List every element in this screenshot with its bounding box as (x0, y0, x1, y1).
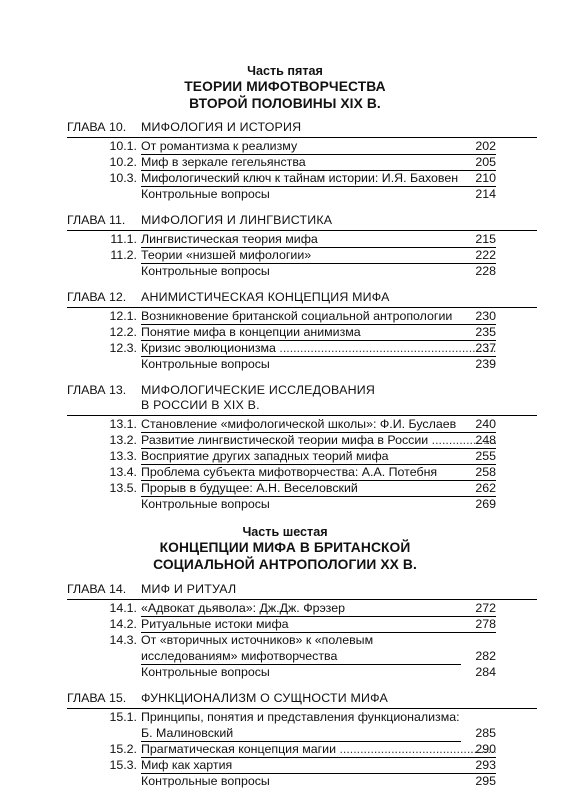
entry-text: Контрольные вопросы (141, 357, 270, 371)
toc-entry (141, 231, 496, 248)
toc-entry (141, 356, 496, 372)
toc-row (0, 138, 565, 154)
toc-row-review (0, 664, 565, 680)
entry-text: Контрольные вопросы (141, 497, 270, 511)
toc-entry (141, 138, 496, 155)
page-number: 235 (475, 325, 496, 339)
toc-entry (141, 186, 496, 202)
part-six-header (70, 524, 500, 573)
section-number: 13.3. (109, 449, 137, 463)
entry-text: Контрольные вопросы (141, 665, 270, 679)
page-number: 295 (475, 774, 496, 788)
entry-text: От «вторичных источников» к «полевым исследованиям» мифотворчества (141, 633, 374, 663)
section-number: 13.2. (109, 433, 137, 447)
entry-text: Становление «мифологической школы»: Ф.И. Буслаев (141, 417, 457, 431)
chapter-title: МИФОЛОГИЯ И ЛИНГВИСТИКА (141, 213, 333, 227)
page-number: 293 (475, 758, 496, 772)
chapter-heading (67, 120, 537, 138)
section-number: 10.1. (109, 139, 137, 153)
toc-row-review (0, 186, 565, 202)
toc-row-review (0, 496, 565, 512)
chapter-number: ГЛАВА 14. (67, 582, 127, 596)
entry-text: Теории «низшей мифологии» (141, 248, 312, 262)
page-number: 282 (475, 649, 496, 663)
part-five-header (70, 63, 500, 112)
toc-row (0, 432, 565, 448)
page-number: 255 (475, 449, 496, 463)
toc-row (0, 308, 565, 324)
toc-row (0, 416, 565, 432)
toc-row (0, 709, 565, 741)
section-number: 10.3. (109, 171, 137, 185)
section-number: 15.2. (109, 742, 137, 756)
chapter-heading (67, 691, 537, 709)
chapter-heading (67, 213, 537, 231)
entry-text: Контрольные вопросы (141, 264, 270, 278)
toc-entry (141, 616, 496, 633)
page-number: 269 (475, 497, 496, 511)
toc-row (0, 741, 565, 757)
chapter-11 (0, 213, 565, 279)
toc-row (0, 464, 565, 480)
page-number: 210 (475, 171, 496, 185)
page-number: 205 (475, 155, 496, 169)
chapter-heading (67, 383, 537, 416)
section-number: 15.3. (109, 758, 137, 772)
toc-entry (141, 340, 496, 357)
entry-text: Развитие лингвистической теории мифа в России ..... (141, 432, 496, 448)
section-number: 13.5. (109, 481, 137, 495)
toc-row (0, 448, 565, 464)
page-number: 285 (475, 726, 496, 740)
toc-entry (141, 600, 496, 617)
entry-text: Контрольные вопросы (141, 774, 270, 788)
entry-text: Принципы, понятия и представления функционализма: Б. Малиновский (141, 710, 460, 740)
toc-row (0, 247, 565, 263)
chapter-heading (67, 290, 537, 308)
entry-text: Возникновение британской социальной антропологии (141, 309, 453, 323)
toc-entry (141, 308, 496, 325)
section-number: 12.3. (109, 341, 137, 355)
toc-row (0, 616, 565, 632)
section-number: 11.1. (110, 232, 137, 246)
toc-entry (141, 480, 496, 497)
toc-row (0, 170, 565, 186)
toc-entry (141, 464, 496, 481)
chapter-title-line-2: В РОССИИ В XIX В. (141, 398, 260, 412)
toc-row (0, 231, 565, 247)
toc-row (0, 757, 565, 773)
entry-text: Кризис эволюционизма ..... (141, 340, 496, 356)
chapter-heading (67, 582, 537, 600)
section-number: 15.1. (109, 710, 137, 724)
entry-text: Лингвистическая теория мифа (141, 232, 318, 246)
page-number: 290 (475, 742, 496, 756)
chapter-13 (0, 383, 565, 512)
toc-entry (141, 632, 461, 665)
section-number: 12.2. (109, 325, 137, 339)
toc-row (0, 154, 565, 170)
entry-text: Контрольные вопросы (141, 187, 270, 201)
toc-row (0, 632, 565, 664)
chapter-10 (0, 120, 565, 202)
toc-row-review (0, 773, 565, 789)
page-number: 237 (475, 341, 496, 355)
part-title-line-1: ТЕОРИИ МИФОТВОРЧЕСТВА (184, 79, 386, 94)
page-number: 228 (475, 264, 496, 278)
toc-entry (141, 757, 496, 774)
toc-entry (141, 448, 496, 465)
toc-entry (141, 709, 461, 742)
chapter-number: ГЛАВА 11. (67, 213, 126, 227)
chapter-15 (0, 691, 565, 789)
toc-entry (141, 416, 496, 433)
section-number: 10.2. (109, 155, 137, 169)
section-number: 14.2. (109, 617, 137, 631)
page-number: 222 (475, 248, 496, 262)
toc-entry (141, 263, 496, 279)
toc-row (0, 600, 565, 616)
chapter-number: ГЛАВА 13. (67, 383, 127, 397)
entry-text: Понятие мифа в концепции анимизма (141, 325, 361, 339)
page-number: 278 (475, 617, 496, 631)
part-title-line-1: КОНЦЕПЦИИ МИФА В БРИТАНСКОЙ (159, 540, 411, 555)
chapter-14 (0, 582, 565, 680)
entry-text: Проблема субъекта мифотворчества: А.А. Потебня (141, 465, 438, 479)
toc-entry (141, 247, 496, 264)
page-number: 215 (475, 232, 496, 246)
page-number: 240 (475, 417, 496, 431)
chapter-number: ГЛАВА 10. (67, 120, 127, 134)
section-number: 12.1. (109, 309, 137, 323)
toc-entry (141, 664, 496, 680)
entry-text: Ритуальные истоки мифа (141, 617, 289, 631)
entry-text: Прагматическая концепция магии ..... (141, 741, 496, 757)
toc-row (0, 324, 565, 340)
section-number: 14.1. (109, 601, 137, 615)
toc-entry (141, 170, 496, 187)
page-number: 248 (475, 433, 496, 447)
entry-text: Мифологический ключ к тайнам истории: И.Я. Баховен (141, 171, 459, 185)
part-title-line-2: ВТОРОЙ ПОЛОВИНЫ XIX В. (189, 95, 381, 111)
toc-entry (141, 773, 496, 789)
toc-row-review (0, 263, 565, 279)
chapter-12 (0, 290, 565, 372)
toc-entry (141, 324, 496, 341)
toc-entry (141, 741, 496, 758)
entry-text: От романтизма к реализму (141, 139, 298, 153)
chapter-title: МИФОЛОГИЯ И ИСТОРИЯ (141, 120, 302, 134)
part-label: Часть шестая (242, 525, 328, 539)
entry-text: Миф в зеркале гегельянства (141, 155, 306, 169)
chapter-number: ГЛАВА 15. (67, 691, 127, 705)
toc-row-review (0, 356, 565, 372)
page-number: 214 (475, 187, 496, 201)
entry-text: Прорыв в будущее: А.Н. Веселовский (141, 481, 358, 495)
part-title-line-2: СОЦИАЛЬНОЙ АНТРОПОЛОГИИ XX В. (153, 556, 417, 572)
chapter-title: МИФ И РИТУАЛ (141, 582, 237, 596)
toc-row (0, 340, 565, 356)
toc-entry (141, 496, 496, 512)
page-number: 239 (475, 357, 496, 371)
page-number: 230 (475, 309, 496, 323)
chapter-title: АНИМИСТИЧЕСКАЯ КОНЦЕПЦИЯ МИФА (141, 290, 390, 304)
page-number: 272 (475, 601, 496, 615)
page-number: 262 (475, 481, 496, 495)
chapter-title: ФУНКЦИОНАЛИЗМ О СУЩНОСТИ МИФА (141, 691, 388, 705)
section-number: 13.4. (109, 465, 137, 479)
section-number: 13.1. (109, 417, 137, 431)
toc-entry (141, 154, 496, 171)
section-number: 11.2. (110, 248, 137, 262)
page-number: 258 (475, 465, 496, 479)
toc-row (0, 480, 565, 496)
section-number: 14.3. (109, 633, 137, 647)
entry-text: Миф как хартия (141, 758, 233, 772)
page-number: 202 (475, 139, 496, 153)
page-number: 284 (475, 665, 496, 679)
part-label: Часть пятая (247, 64, 323, 78)
chapter-title-line-1: МИФОЛОГИЧЕСКИЕ ИССЛЕДОВАНИЯ (141, 383, 375, 397)
entry-text: «Адвокат дьявола»: Дж.Дж. Фрэзер (141, 601, 346, 615)
toc-entry (141, 432, 496, 449)
entry-text: Восприятие других западных теорий мифа (141, 449, 389, 463)
chapter-number: ГЛАВА 12. (67, 290, 127, 304)
